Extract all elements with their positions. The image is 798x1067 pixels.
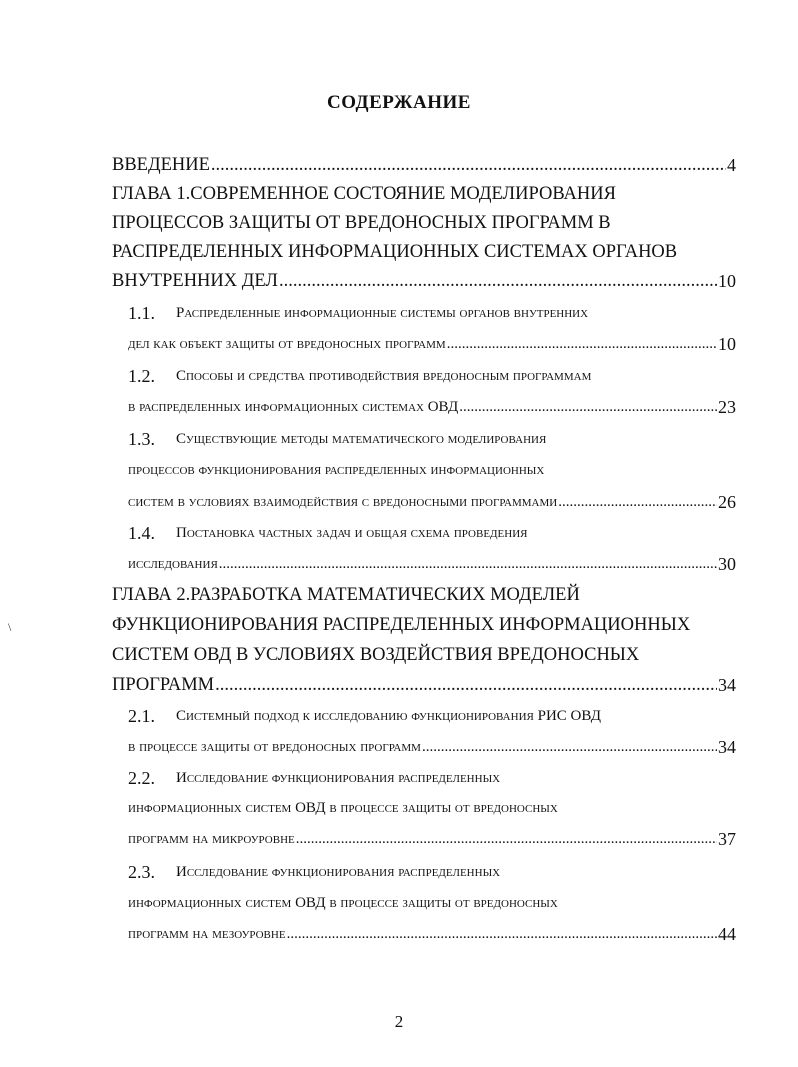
toc-entry-title: в распределенных информационных системах ОВД <box>128 399 459 415</box>
toc-entry-title: ГЛАВА 2.РАЗРАБОТКА МАТЕМАТИЧЕСКИХ МОДЕЛЕЙ <box>112 585 580 605</box>
toc-page-number: 34 <box>718 675 736 695</box>
toc-section-number: 1.3. <box>128 429 155 449</box>
toc-line <box>112 210 736 236</box>
dot-leader <box>287 921 717 947</box>
toc-line <box>128 363 736 389</box>
dot-leader <box>279 268 717 294</box>
toc-entry-title: в процессе защиты от вредоносных программ <box>128 739 421 755</box>
toc-page-number: 10 <box>718 271 736 291</box>
toc-entry-title: ВНУТРЕННИХ ДЕЛ <box>112 271 278 291</box>
toc-line <box>112 642 736 668</box>
toc-section-number: 2.3. <box>128 862 155 882</box>
toc-page-number: 10 <box>718 334 736 354</box>
toc-entry-title: ПРОГРАММ <box>112 675 215 695</box>
toc-section-number: 2.2. <box>128 768 155 788</box>
scan-speck: \ <box>8 620 12 634</box>
toc-entry-title: информационных систем ОВД в процессе защиты от вредоносных <box>128 895 558 911</box>
toc-page-number: 30 <box>718 554 736 574</box>
toc-line <box>128 331 736 357</box>
toc-line <box>112 612 736 638</box>
dot-leader <box>219 551 717 577</box>
toc-line <box>112 672 736 698</box>
toc-line <box>128 394 736 420</box>
toc-line <box>128 457 736 483</box>
toc-section-number: 1.2. <box>128 366 155 386</box>
toc-entry-title: информационных систем ОВД в процессе защиты от вредоносных <box>128 800 558 816</box>
toc-line <box>112 582 736 608</box>
toc-entry-title: процессов функционирования распределенных информационных <box>128 462 545 478</box>
dot-leader <box>215 672 717 698</box>
toc-page-number: 26 <box>718 492 736 512</box>
toc-line <box>112 239 736 265</box>
toc-entry-title: ВВЕДЕНИЕ <box>112 155 210 175</box>
toc-line <box>128 826 736 852</box>
toc-line <box>128 765 736 791</box>
toc-section-number: 1.1. <box>128 303 155 323</box>
toc-page-number: 4 <box>727 155 736 175</box>
toc-entry-title: систем в условиях взаимодействия с вредоносными программами <box>128 494 558 510</box>
toc-line <box>128 859 736 885</box>
dot-leader <box>211 152 726 178</box>
toc-entry-title: Распределенные информационные системы органов внутренних <box>176 305 589 321</box>
toc-entry-title: программ на микроуровне <box>128 831 295 847</box>
toc-line <box>128 300 736 326</box>
toc-page-number: 37 <box>718 829 736 849</box>
toc-page-number: 34 <box>718 737 736 757</box>
toc-line <box>128 551 736 577</box>
toc-line <box>128 734 736 760</box>
toc-entry-title: СИСТЕМ ОВД В УСЛОВИЯХ ВОЗДЕЙСТВИЯ ВРЕДОНОСНЫХ <box>112 645 640 665</box>
toc-section-number: 1.4. <box>128 523 155 543</box>
toc-line <box>112 181 736 207</box>
toc-entry-title: Способы и средства противодействия вредоносным программам <box>176 368 592 384</box>
toc-entry-title: Системный подход к исследованию функционирования РИС ОВД <box>176 708 602 724</box>
dot-leader <box>459 394 717 420</box>
toc-entry-title: ПРОЦЕССОВ ЗАЩИТЫ ОТ ВРЕДОНОСНЫХ ПРОГРАММ В <box>112 213 611 233</box>
toc-line <box>128 921 736 947</box>
toc-entry-title: дел как объект защиты от вредоносных программ <box>128 336 446 352</box>
toc-entry-title: Существующие методы математического моделирования <box>176 431 547 447</box>
toc-page-number: 44 <box>718 924 736 944</box>
dot-leader <box>558 489 717 515</box>
toc-entry-title: ГЛАВА 1.СОВРЕМЕННОЕ СОСТОЯНИЕ МОДЕЛИРОВАНИЯ <box>112 184 616 204</box>
toc-line <box>128 426 736 452</box>
toc-line <box>112 268 736 294</box>
page-number: 2 <box>394 1012 404 1031</box>
toc-entry-title: исследования <box>128 556 218 572</box>
toc-entry-title: Исследование функционирования распределенных <box>176 864 501 880</box>
toc-line <box>112 152 736 178</box>
toc-entry-title: РАСПРЕДЕЛЕННЫХ ИНФОРМАЦИОННЫХ СИСТЕМАХ ОРГАНОВ <box>112 242 678 262</box>
toc-entry-title: программ на мезоуровне <box>128 926 286 942</box>
page-title: СОДЕРЖАНИЕ <box>327 92 471 113</box>
toc-line <box>128 520 736 546</box>
toc-section-number: 2.1. <box>128 706 155 726</box>
toc-entry-title: Исследование функционирования распределенных <box>176 770 501 786</box>
dot-leader <box>296 826 717 852</box>
toc-entry-title: Постановка частных задач и общая схема проведения <box>176 525 528 541</box>
toc-line <box>128 795 736 821</box>
toc-line <box>128 890 736 916</box>
dot-leader <box>447 331 717 357</box>
toc-line <box>128 703 736 729</box>
toc-page-number: 23 <box>718 397 736 417</box>
dot-leader <box>422 734 717 760</box>
toc-line <box>128 489 736 515</box>
toc-entry-title: ФУНКЦИОНИРОВАНИЯ РАСПРЕДЕЛЕННЫХ ИНФОРМАЦИОННЫХ <box>112 615 691 635</box>
